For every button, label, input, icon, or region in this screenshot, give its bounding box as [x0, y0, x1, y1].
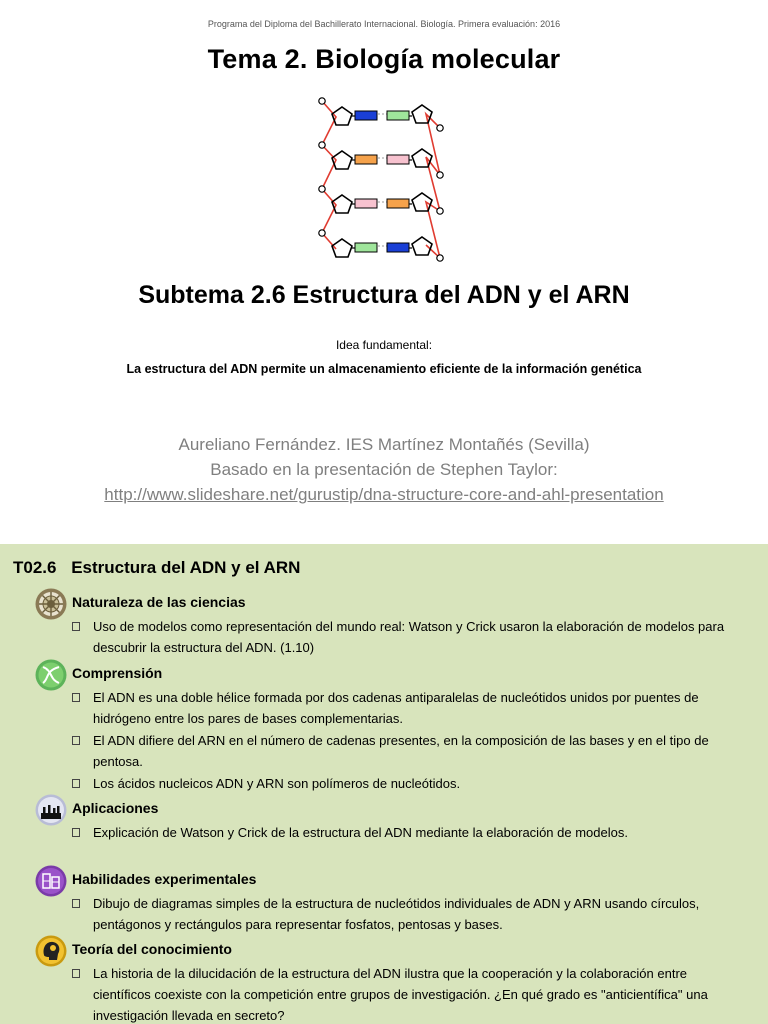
left-phosphate — [319, 98, 325, 104]
understanding-icon — [35, 659, 67, 691]
dna-backbone-left — [322, 101, 336, 249]
list-item: Los ácidos nucleicos ADN y ARN son polímeros de nucleótidos. — [72, 773, 732, 794]
left-base — [355, 111, 377, 120]
section-title: Comprensión — [72, 665, 163, 681]
section-title: Teoría del conocimiento — [72, 941, 232, 957]
subtopic-title: Subtema 2.6 Estructura del ADN y el ARN — [138, 281, 630, 309]
base-pair-row — [319, 142, 443, 178]
syllabus-panel — [0, 544, 768, 1024]
list-item: Explicación de Watson y Crick de la estructura del ADN mediante la elaboración de modelos. — [72, 822, 732, 843]
panel-code: T02.6 — [13, 558, 57, 577]
dna-diagram — [306, 93, 456, 268]
source-credit: Basado en la presentación de Stephen Taylor: — [210, 460, 558, 479]
bullet-icon — [72, 622, 80, 631]
list-item: La historia de la dilucidación de la estructura del ADN ilustra que la cooperación y la colaboración entre científicos coexiste con la competición entre grupos de investigación. ¿En qué grado es "anticientífica" una investigación llevada en secreto? — [72, 963, 732, 1024]
applications-icon — [35, 794, 67, 826]
list-item: Uso de modelos como representación del mundo real: Watson y Crick usaron la elaboración de modelos para descubrir la estructura del ADN. (1.10) — [72, 616, 732, 658]
skills-icon — [35, 865, 67, 897]
right-pentose — [412, 237, 432, 255]
right-base — [387, 111, 409, 120]
source-link[interactable]: http://www.slideshare.net/gurustip/dna-structure-core-and-ahl-presentation — [104, 485, 664, 504]
bullet-icon — [72, 693, 80, 702]
theory-of-knowledge-icon — [35, 935, 67, 967]
bullet-icon — [72, 969, 80, 978]
dna-backbone-right — [426, 114, 440, 258]
section-title: Habilidades experimentales — [72, 871, 257, 887]
right-base — [387, 199, 409, 208]
list-item: Dibujo de diagramas simples de la estructura de nucleótidos individuales de ADN y ARN usando círculos, pentágonos y rectángulos para representar fosfatos, pentosas y bases. — [72, 893, 732, 935]
section-title: Naturaleza de las ciencias — [72, 594, 246, 610]
base-pair-row — [319, 230, 443, 261]
left-phosphate — [319, 186, 325, 192]
right-phosphate — [437, 208, 443, 214]
right-phosphate — [437, 172, 443, 178]
idea-text: La estructura del ADN permite un almacenamiento eficiente de la información genética — [126, 362, 642, 376]
bullet-icon — [72, 828, 80, 837]
right-phosphate — [437, 255, 443, 261]
section-title: Aplicaciones — [72, 800, 159, 816]
left-base — [355, 199, 377, 208]
left-phosphate — [319, 142, 325, 148]
left-base — [355, 243, 377, 252]
list-item: El ADN es una doble hélice formada por dos cadenas antiparalelas de nucleótidos unidos por puentes de hidrógeno entre los pares de bases complementarias. — [72, 687, 732, 729]
right-pentose — [412, 149, 432, 167]
right-pentose — [412, 193, 432, 211]
list-item: El ADN difiere del ARN en el número de cadenas presentes, en la composición de las bases y en el tipo de pentosa. — [72, 730, 732, 772]
idea-label: Idea fundamental: — [335, 338, 433, 352]
base-pair-row — [319, 98, 443, 131]
left-base — [355, 155, 377, 164]
header-note: Programa del Diploma del Bachillerato Internacional. Biología. Primera evaluación: 2016 — [207, 19, 561, 29]
panel-title — [13, 558, 300, 578]
author-credit: Aureliano Fernández. IES Martínez Montañés (Sevilla) — [178, 435, 590, 454]
right-base — [387, 155, 409, 164]
bullet-icon — [72, 736, 80, 745]
right-base — [387, 243, 409, 252]
base-pair-row — [319, 186, 443, 214]
nature-of-science-icon — [35, 588, 67, 620]
page-title: Tema 2. Biología molecular — [207, 44, 561, 74]
bullet-icon — [72, 779, 80, 788]
left-phosphate — [319, 230, 325, 236]
right-phosphate — [437, 125, 443, 131]
bullet-icon — [72, 899, 80, 908]
panel-heading: Estructura del ADN y el ARN — [71, 558, 301, 577]
right-pentose — [412, 105, 432, 123]
